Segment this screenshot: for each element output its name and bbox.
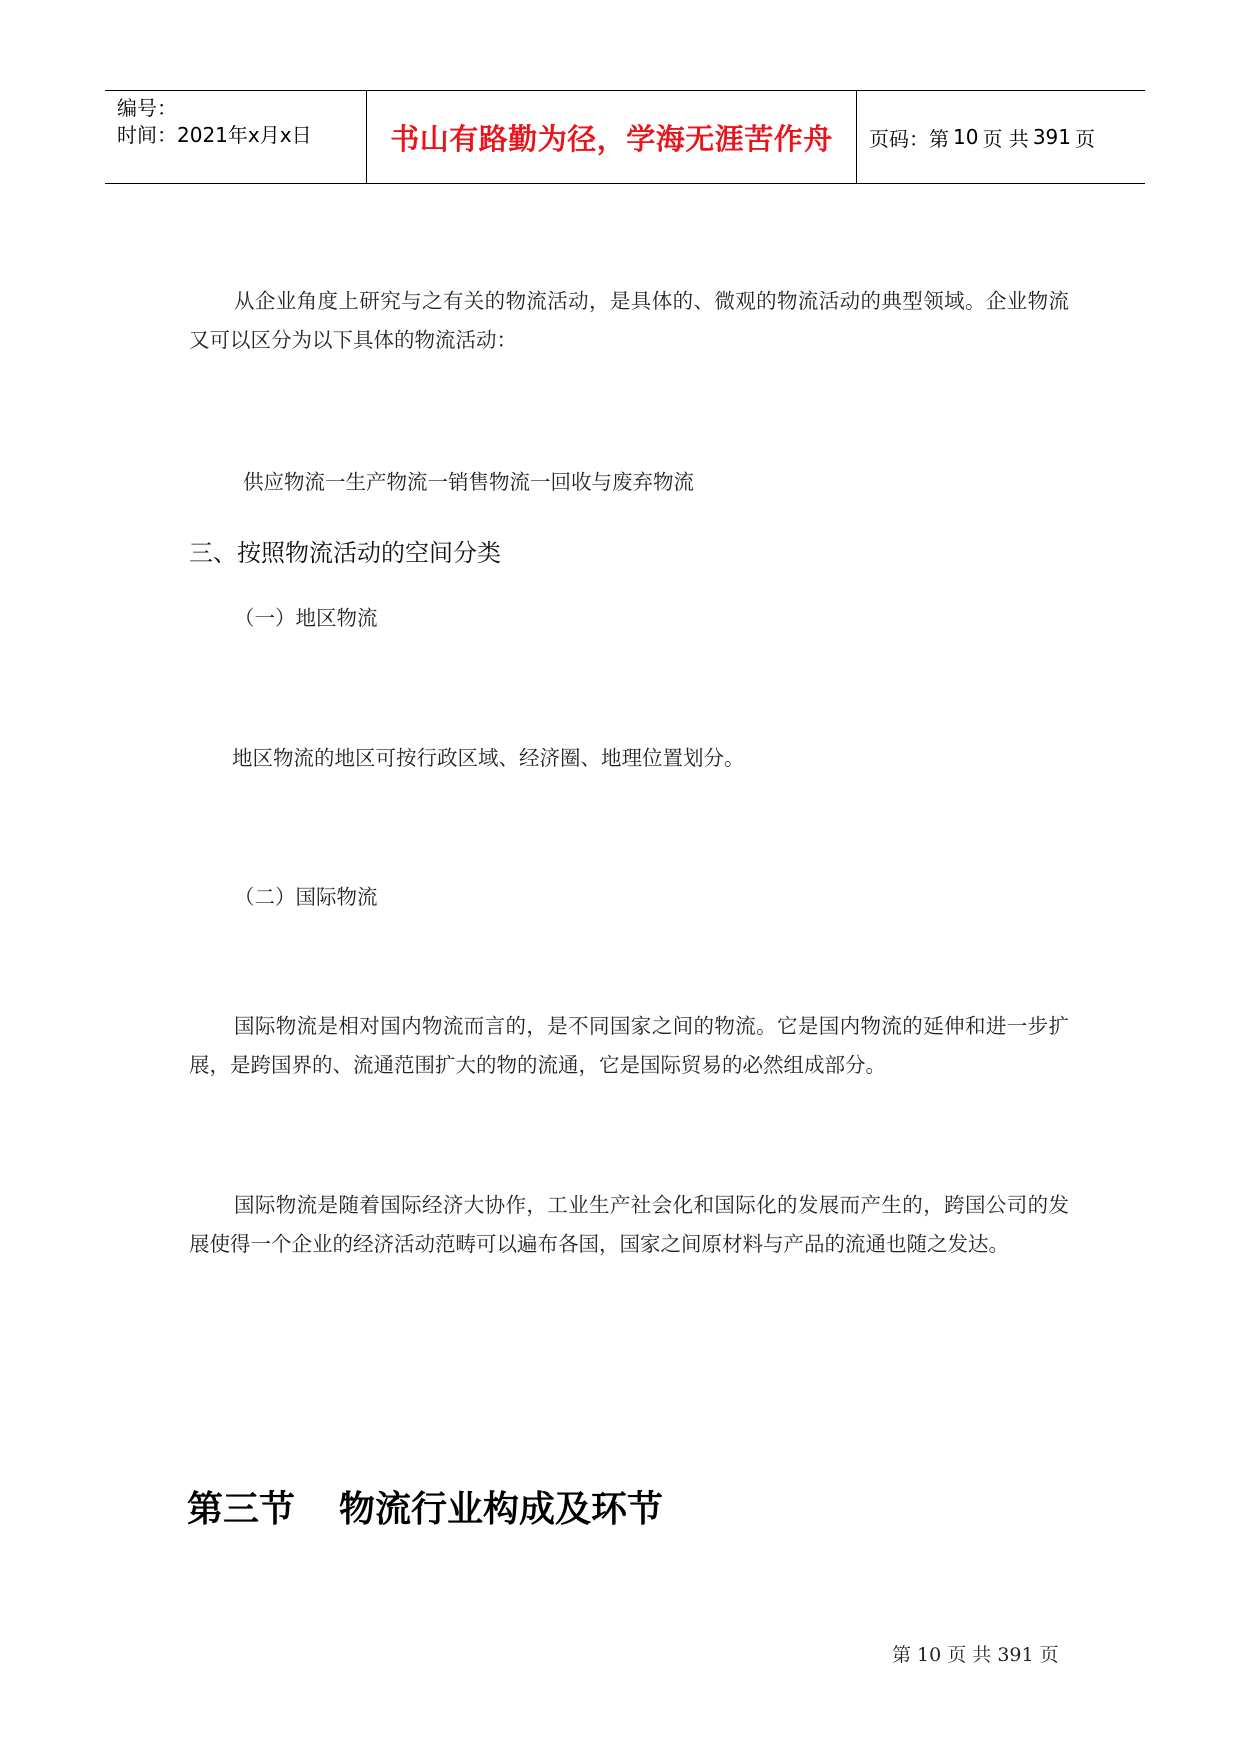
subheading-regional: （一）地区物流: [234, 606, 378, 630]
paragraph-enterprise-logistics: 从企业角度上研究与之有关的物流活动，是具体的、微观的物流活动的典型领域。企业物流又可以区分为以下具体的物流活动：: [189, 289, 1069, 352]
paragraph-regional: 地区物流的地区可按行政区域、经济圈、地理位置划分。: [232, 746, 745, 770]
section-heading-spatial: 三、按照物流活动的空间分类: [189, 539, 501, 567]
page-prefix: 页码：第: [869, 126, 949, 151]
header-motto: 书山有路勤为径，学海无涯苦作舟: [367, 91, 857, 183]
chapter-number: 第三节: [187, 1489, 296, 1530]
page-header: [105, 90, 1145, 184]
number-label: 编号：: [117, 96, 177, 120]
page-suffix: 页: [1075, 126, 1095, 151]
subheading-international: （二）国际物流: [234, 885, 378, 909]
paragraph-international-2: 国际物流是随着国际经济大协作，工业生产社会化和国际化的发展而产生的，跨国公司的发展使得一个企业的经济活动范畴可以遍布各国，国家之间原材料与产品的流通也随之发达。: [189, 1193, 1069, 1256]
page-middle: 页 共: [982, 126, 1029, 151]
page-current: 10: [953, 125, 979, 149]
chapter-title: 物流行业构成及环节: [339, 1489, 664, 1530]
logistics-flow-line: 供应物流一生产物流一销售物流一回收与废弃物流: [243, 470, 694, 494]
page-total: 391: [1032, 125, 1071, 149]
header-page-info: [857, 91, 1145, 183]
page-footer: 第 10 页 共 391 页: [892, 1644, 1059, 1666]
date-label: 时间：2021年x月x日: [117, 123, 312, 147]
paragraph-international-1: 国际物流是相对国内物流而言的，是不同国家之间的物流。它是国内物流的延伸和进一步扩展，是跨国界的、流通范围扩大的物的流通，它是国际贸易的必然组成部分。: [189, 1014, 1069, 1077]
header-meta: [105, 91, 367, 183]
chapter-heading: [187, 1481, 663, 1532]
